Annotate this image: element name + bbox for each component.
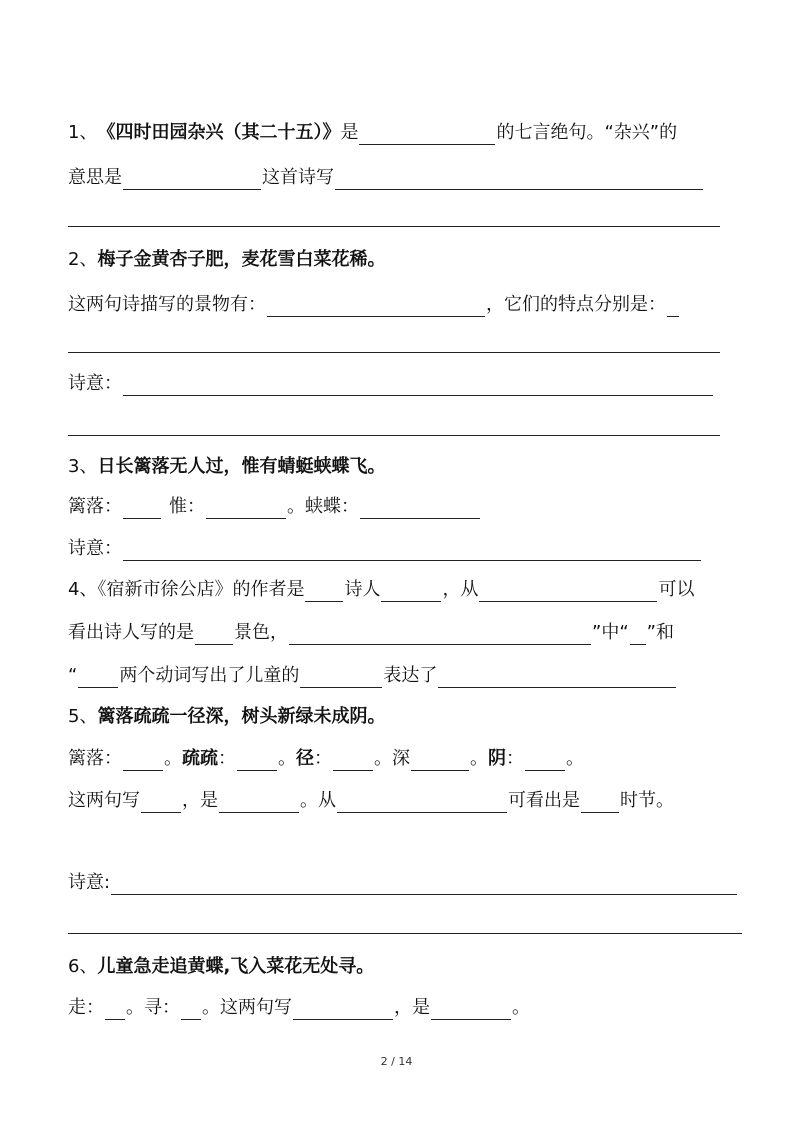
blank[interactable] <box>479 581 657 602</box>
blank[interactable] <box>337 792 507 813</box>
blank[interactable] <box>206 498 286 519</box>
blank[interactable] <box>360 498 480 519</box>
q2-line2 <box>68 372 714 396</box>
text: 两个动词写出了儿童的 <box>119 665 300 686</box>
text: 。寻： <box>126 997 180 1018</box>
q6-poem-line: 儿童急走追黄蝶,飞入菜花无处寻。 <box>97 956 375 977</box>
text: 看出诗人写的是 <box>68 622 194 643</box>
blank[interactable] <box>181 999 201 1020</box>
text: 。 <box>470 748 488 769</box>
blank[interactable] <box>359 124 495 145</box>
q3-number: 3、 <box>68 456 98 477</box>
text: 这首诗写 <box>262 167 334 188</box>
text: 走： <box>68 997 104 1018</box>
q5-line3 <box>68 871 738 895</box>
answer-line[interactable] <box>68 352 720 353</box>
text: ： <box>506 748 524 769</box>
q1-number: 1、 <box>68 122 98 143</box>
blank[interactable] <box>105 999 125 1020</box>
text: 。蛱蝶： <box>287 496 359 517</box>
blank[interactable] <box>581 792 619 813</box>
blank[interactable] <box>123 750 163 771</box>
blank[interactable] <box>305 581 343 602</box>
text: 惟： <box>169 496 205 517</box>
text: 篱落： <box>68 748 122 769</box>
q1-poem-title: 《四时田园杂兴（其二十五）》 <box>97 122 341 143</box>
q3-title <box>68 455 385 479</box>
text: ，是 <box>394 997 430 1018</box>
blank[interactable] <box>438 667 676 688</box>
text: 。 <box>164 748 182 769</box>
q2-line1 <box>68 293 680 317</box>
q5-number: 5、 <box>68 706 98 727</box>
q3-line2 <box>68 537 702 561</box>
blank[interactable] <box>78 667 118 688</box>
q5-poem-line: 篱落疏疏一径深，树头新绿未成阴。 <box>97 706 386 727</box>
blank[interactable] <box>525 750 565 771</box>
text: 篱落： <box>68 496 122 517</box>
q3-line1 <box>68 495 481 519</box>
blank[interactable] <box>123 375 713 396</box>
text: 4、《宿新市徐公店》的作者是 <box>68 579 305 600</box>
blank[interactable] <box>219 792 299 813</box>
text: 表达了 <box>383 665 438 686</box>
text: 这两句写 <box>68 790 140 811</box>
text: 的七言绝句。“杂兴”的 <box>496 122 678 143</box>
q5-title <box>68 705 385 729</box>
blank[interactable] <box>293 999 393 1020</box>
q5-line2 <box>68 789 674 813</box>
blank[interactable] <box>335 169 703 190</box>
answer-line[interactable] <box>68 933 742 934</box>
text: 。 <box>566 748 584 769</box>
text: ”和 <box>646 622 674 643</box>
blank[interactable] <box>667 296 679 317</box>
text: 。从 <box>300 790 336 811</box>
blank[interactable] <box>111 874 737 895</box>
blank[interactable] <box>123 498 161 519</box>
blank[interactable] <box>381 581 441 602</box>
q2-title <box>68 248 385 272</box>
q5-line1 <box>68 747 584 771</box>
text: ”中“ <box>592 622 629 643</box>
blank[interactable] <box>237 750 277 771</box>
text: ，它们的特点分别是： <box>486 294 666 315</box>
text: 诗意: <box>68 872 111 893</box>
q1-line2 <box>68 166 704 190</box>
text: 诗意： <box>68 373 122 394</box>
blank[interactable] <box>630 624 646 645</box>
blank[interactable] <box>141 792 181 813</box>
text: ，是 <box>182 790 218 811</box>
text: “ <box>68 665 78 686</box>
text: 诗意： <box>68 538 122 559</box>
text: ： <box>314 748 332 769</box>
page-number: 2 / 14 <box>380 1055 413 1068</box>
blank[interactable] <box>411 750 469 771</box>
blank[interactable] <box>431 999 511 1020</box>
text: 。 <box>278 748 296 769</box>
blank[interactable] <box>300 667 382 688</box>
blank[interactable] <box>267 296 485 317</box>
answer-line[interactable] <box>68 226 720 227</box>
blank[interactable] <box>123 540 701 561</box>
q4-line3 <box>68 664 677 688</box>
blank[interactable] <box>289 624 591 645</box>
q2-poem-line: 梅子金黄杏子肥，麦花雪白菜花稀。 <box>97 249 386 270</box>
q6-title <box>68 955 374 979</box>
text: 是 <box>340 122 359 143</box>
text: 时节。 <box>620 790 674 811</box>
text: ，从 <box>442 579 479 600</box>
q4-line2 <box>68 621 674 645</box>
text: 景色， <box>234 622 288 643</box>
text: 。深 <box>374 748 410 769</box>
q4-line1 <box>68 578 694 602</box>
text: 阴 <box>488 748 506 769</box>
text: ： <box>218 748 236 769</box>
blank[interactable] <box>195 624 233 645</box>
answer-line[interactable] <box>68 435 720 436</box>
blank[interactable] <box>123 169 261 190</box>
text: 意思是 <box>68 167 122 188</box>
text: 疏疏 <box>182 748 218 769</box>
text: 可看出是 <box>508 790 580 811</box>
q6-line1 <box>68 996 530 1020</box>
text: 诗人 <box>344 579 381 600</box>
text: 这两句诗描写的景物有： <box>68 294 266 315</box>
blank[interactable] <box>333 750 373 771</box>
q1-line1 <box>68 121 677 145</box>
q6-number: 6、 <box>68 956 98 977</box>
q3-poem-line: 日长篱落无人过，惟有蜻蜓蛱蝶飞。 <box>97 456 386 477</box>
text: 可以 <box>658 579 695 600</box>
q2-number: 2、 <box>68 249 98 270</box>
text: 。这两句写 <box>202 997 292 1018</box>
text: 。 <box>512 997 530 1018</box>
text: 径 <box>296 748 314 769</box>
